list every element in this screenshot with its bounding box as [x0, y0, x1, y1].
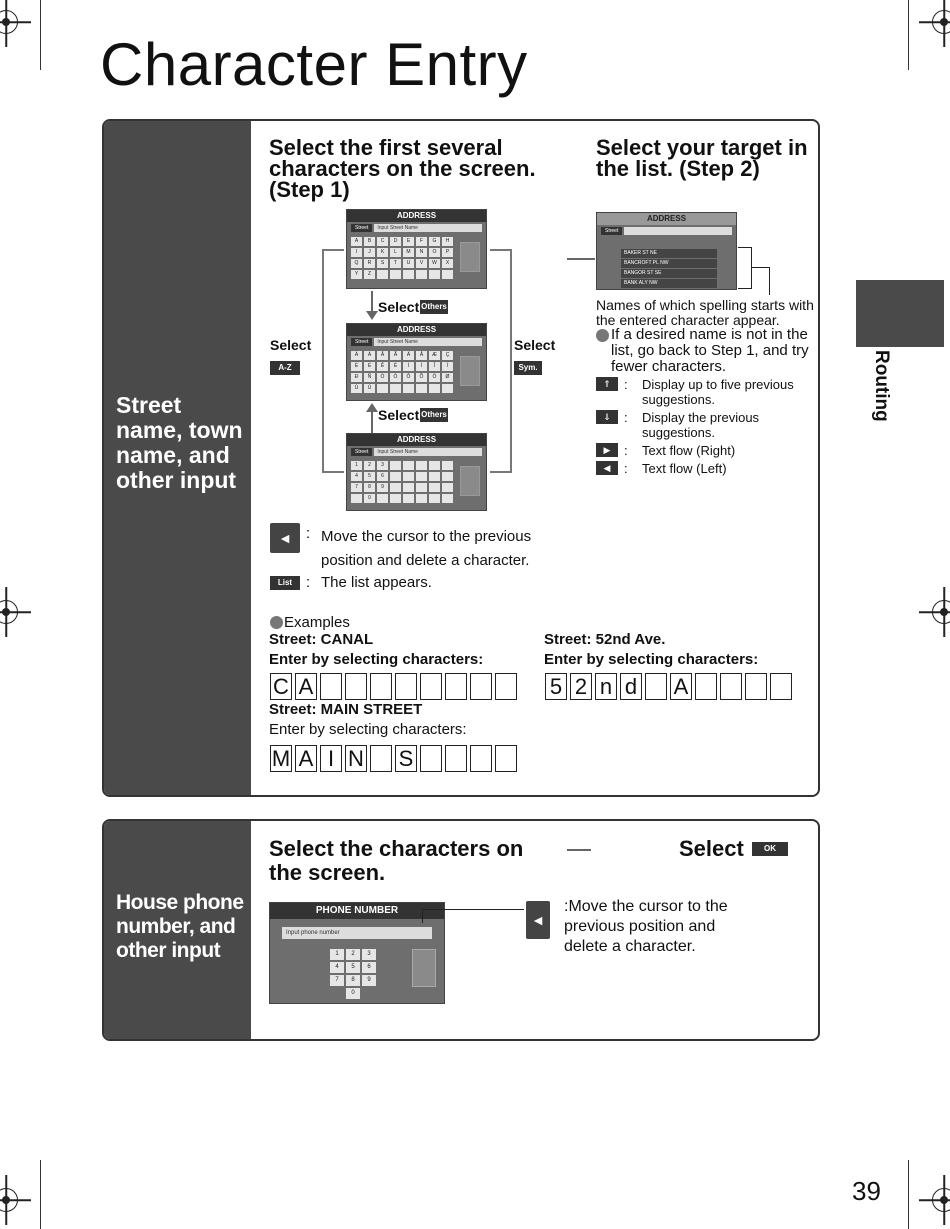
legend-text: Text flow (Right) — [642, 443, 736, 458]
arrow-head-up — [366, 403, 378, 412]
loop-line-right — [490, 249, 512, 473]
keypad-key: 9 — [362, 975, 376, 986]
list-input — [624, 227, 732, 235]
char-cell — [645, 673, 667, 700]
address-screen-accented — [346, 323, 487, 401]
up-double-icon: ⇑ — [596, 377, 618, 391]
char-cell: 2 — [570, 673, 592, 700]
char-cell — [420, 673, 442, 700]
colon: : — [306, 525, 311, 542]
phone-keypad — [330, 949, 376, 999]
alphabet-keyboard: A B C D E F G H I J K L M N O P Q R S T U V W X Y Z — [351, 237, 453, 279]
select-label: Select — [378, 407, 420, 423]
phone-input-panel — [102, 819, 820, 1041]
char-cell — [370, 673, 392, 700]
numeric-keyboard: 1 2 3 4 5 6 7 8 9 0 — [351, 461, 453, 503]
crop-line — [908, 1160, 909, 1229]
bullet-note: If a desired name is not in the list, go back to Step 1, and try fewer characters. — [611, 326, 809, 375]
char-cell: 5 — [545, 673, 567, 700]
example2-enter: Enter by selecting characters: — [544, 651, 759, 668]
screen-title: ADDRESS — [597, 213, 736, 225]
legend-text: Display up to five previous suggestions. — [642, 377, 794, 407]
crop-line — [40, 0, 41, 70]
legend-text: Text flow (Left) — [642, 461, 727, 476]
example1-enter: Enter by selecting characters: — [269, 651, 484, 668]
section-tab — [856, 280, 944, 347]
char-cell — [445, 673, 467, 700]
legend-item — [596, 410, 818, 440]
select-label: Select — [270, 337, 312, 353]
legend-item — [596, 443, 818, 458]
crop-line — [40, 1160, 41, 1229]
az-key: A-Z — [270, 361, 300, 375]
loop-line-left — [322, 249, 344, 473]
screen-side-button — [460, 466, 480, 496]
pointer-line — [422, 909, 524, 923]
registration-mark — [0, 600, 18, 624]
char-cell: n — [595, 673, 617, 700]
legend-colon: : — [624, 377, 628, 392]
street-input: Input Street Name — [374, 338, 482, 346]
legend-text: Display the previous suggestions. — [642, 410, 760, 440]
char-cell — [495, 745, 517, 772]
bracket-line — [752, 267, 770, 295]
char-cell — [445, 745, 467, 772]
char-cell — [345, 673, 367, 700]
char-cell: C — [270, 673, 292, 700]
list-text: The list appears. — [321, 574, 432, 591]
legend-list — [596, 377, 818, 476]
list-key: List — [270, 576, 300, 590]
street-input-panel — [102, 119, 820, 797]
char-cell: N — [345, 745, 367, 772]
screen-title: ADDRESS — [347, 434, 486, 446]
section-tab-label: Routing — [871, 350, 892, 422]
others-key: Others — [420, 300, 448, 314]
char-cell — [770, 673, 792, 700]
address-screen-alphabet — [346, 209, 487, 289]
screen-side-button — [460, 356, 480, 386]
example2-cells — [545, 673, 792, 700]
registration-mark — [0, 1188, 18, 1212]
example1-cells — [270, 673, 517, 700]
flow-arrow — [567, 849, 591, 851]
keypad-key: 2 — [346, 949, 360, 960]
page-title: Character Entry — [100, 31, 528, 98]
char-cell: A — [295, 673, 317, 700]
panel-side-label: House phone number, and other input — [116, 891, 244, 962]
char-cell — [370, 745, 392, 772]
street-tag: Street — [351, 338, 372, 346]
ok-key: OK — [752, 842, 788, 856]
phone-heading: Select the characters on the screen. — [269, 836, 524, 885]
names-note: Names of which spelling starts with the entered character appear. — [596, 297, 814, 328]
panel-side-label: Street name, town name, and other input — [116, 392, 243, 493]
crop-line — [908, 0, 909, 70]
step2-heading: Select your target in the list. (Step 2) — [596, 135, 808, 181]
screen-title: ADDRESS — [347, 324, 486, 336]
panel-side-bar — [104, 121, 251, 795]
colon: : — [306, 574, 311, 591]
flow-arrow — [371, 411, 373, 433]
registration-mark — [932, 600, 950, 624]
arrow-head-down — [366, 311, 378, 320]
keypad-blank — [330, 988, 344, 999]
screen-side-button — [460, 242, 480, 272]
panel-side-bar — [104, 821, 251, 1039]
legend-item — [596, 377, 818, 407]
flow-arrow — [567, 258, 595, 260]
right-arrow-icon: ▶ — [596, 443, 618, 457]
char-cell — [395, 673, 417, 700]
select-label: Select — [378, 299, 420, 315]
example3-cells — [270, 745, 517, 772]
address-list-screen — [596, 212, 737, 290]
step1-heading: Select the first several characters on the screen. (Step 1) — [269, 135, 536, 202]
bullet-dot — [270, 616, 283, 629]
char-cell: A — [670, 673, 692, 700]
legend-colon: : — [624, 461, 628, 476]
keypad-key: 4 — [330, 962, 344, 973]
example3-street: Street: MAIN STREET — [269, 701, 423, 718]
street-tag: Street — [351, 224, 372, 232]
others-key: Others — [420, 408, 448, 422]
result-list — [621, 249, 717, 288]
page-number: 39 — [852, 1176, 881, 1206]
registration-mark — [932, 10, 950, 34]
backspace-icon: ◄ — [270, 523, 300, 553]
char-cell: I — [320, 745, 342, 772]
example2-street: Street: 52nd Ave. — [544, 631, 666, 648]
screen-title: PHONE NUMBER — [270, 903, 444, 919]
address-screen-numeric — [346, 433, 487, 511]
street-input: Input Street Name — [374, 224, 482, 232]
char-cell — [470, 745, 492, 772]
char-cell — [745, 673, 767, 700]
char-cell — [495, 673, 517, 700]
backspace-icon: ◄ — [526, 901, 550, 939]
select-label: Select — [679, 836, 744, 861]
registration-mark — [0, 10, 18, 34]
keypad-key: 6 — [362, 962, 376, 973]
char-cell: M — [271, 746, 291, 771]
examples-label: Examples — [284, 614, 350, 631]
backspace-text: Move the cursor to the previous position and delete a character. — [321, 528, 532, 569]
bullet-dot — [596, 329, 609, 342]
accented-keyboard: À Á Â Ã Ä Å Æ Ç È É Ê Ë Ì Í Î Ï Ð Ñ Ò Ó Ô Õ Ö Ø Ù Ú — [351, 351, 453, 393]
char-cell — [720, 673, 742, 700]
down-double-icon: ⇓ — [596, 410, 618, 424]
example1-street: Street: CANAL — [269, 631, 374, 648]
registration-mark — [932, 1188, 950, 1212]
keypad-key: 1 — [330, 949, 344, 960]
keypad-key: 7 — [330, 975, 344, 986]
street-tag: Street — [351, 448, 372, 456]
select-label: Select — [514, 337, 556, 353]
phone-number-screen — [269, 902, 445, 1004]
sym-key: Sym. — [514, 361, 542, 375]
screen-side-button — [412, 949, 436, 987]
keypad-key: 0 — [346, 988, 360, 999]
street-tag: Street — [601, 227, 622, 235]
char-cell: S — [395, 745, 417, 772]
char-cell: A — [295, 745, 317, 772]
keypad-key: 3 — [362, 949, 376, 960]
legend-item — [596, 461, 818, 476]
result-item: BANGOR ST SE — [621, 269, 717, 278]
result-item: BANK ALY NW — [621, 279, 717, 288]
char-cell — [420, 745, 442, 772]
char-cell — [320, 673, 342, 700]
bracket-line — [738, 247, 752, 289]
phone-backspace-text: :Move the cursor to the previous position and delete a character. — [564, 898, 728, 955]
keypad-key: 8 — [346, 975, 360, 986]
phone-input: Input phone number — [282, 927, 432, 939]
street-input: Input Street Name — [374, 448, 482, 456]
legend-colon: : — [624, 410, 628, 425]
char-cell — [695, 673, 717, 700]
legend-colon: : — [624, 443, 628, 458]
left-arrow-icon: ◀ — [596, 461, 618, 475]
keypad-key: 5 — [346, 962, 360, 973]
char-cell: d — [620, 673, 642, 700]
example3-enter: Enter by selecting characters: — [269, 721, 467, 738]
result-item: BANCROFT PL NW — [621, 259, 717, 268]
char-cell — [470, 673, 492, 700]
screen-title: ADDRESS — [347, 210, 486, 222]
result-item: BAKER ST NE — [621, 249, 717, 258]
